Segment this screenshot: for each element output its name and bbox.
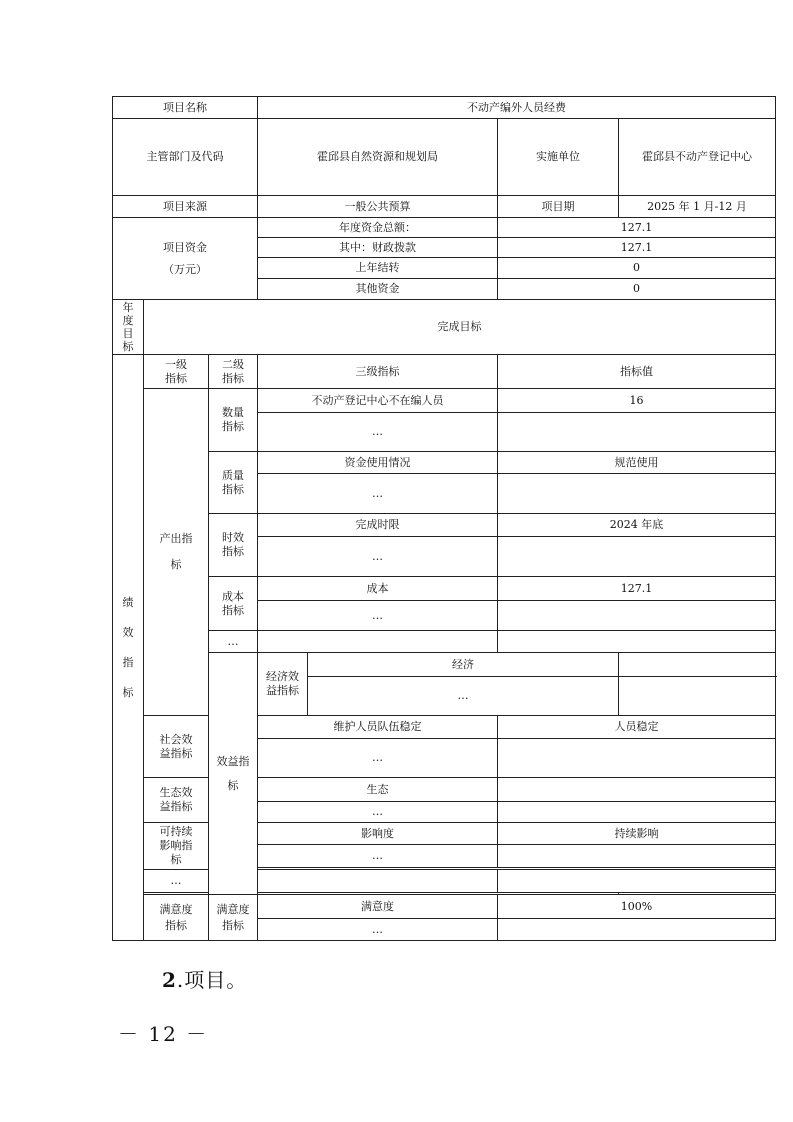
col-header-level1: 一级指标 <box>144 355 209 389</box>
funds-carry-label: 上年结转 <box>258 258 498 279</box>
funds-total-value: 127.1 <box>498 218 776 238</box>
satisfaction-value: 100% <box>498 895 776 919</box>
social-value: 人员稳定 <box>498 716 776 739</box>
funds-label-line2: （万元） <box>163 262 207 276</box>
economic-label: 经济效益指标 <box>258 653 308 716</box>
project-name-value: 不动产编外人员经费 <box>258 97 776 119</box>
satisfaction-ellipsis: … <box>258 919 498 941</box>
benefit-extra-ellipsis: … <box>144 870 209 893</box>
ecological-value <box>498 778 776 802</box>
impl-label: 实施单位 <box>498 119 619 196</box>
page-number: － 12 － <box>118 1022 209 1046</box>
quantity-label: 数量指标 <box>209 389 258 452</box>
social-ellipsis-value <box>498 739 776 778</box>
col-header-level3: 三级指标 <box>258 355 498 389</box>
benefit-label: 效益指标 <box>209 653 258 895</box>
quality-item: 资金使用情况 <box>258 452 498 474</box>
quality-ellipsis: … <box>258 474 498 514</box>
funds-other-value: 0 <box>498 279 776 300</box>
economic-value <box>619 653 776 677</box>
economic-ellipsis-value <box>619 677 776 716</box>
quantity-value: 16 <box>498 389 776 413</box>
dept-value: 霍邱县自然资源和规划局 <box>258 119 498 196</box>
funds-label <box>113 218 258 300</box>
source-value: 一般公共预算 <box>258 196 498 218</box>
timeliness-label: 时效指标 <box>209 514 258 577</box>
satisfaction-ellipsis-value <box>498 919 776 941</box>
benefit-extra-value <box>498 870 776 893</box>
satisfaction-item: 满意度 <box>258 895 498 919</box>
quantity-item: 不动产登记中心不在编人员 <box>258 389 498 413</box>
social-ellipsis: … <box>258 739 498 778</box>
ecological-label: 生态效益指标 <box>144 778 209 823</box>
sustain-ellipsis: … <box>258 845 498 868</box>
source-label: 项目来源 <box>113 196 258 218</box>
sustain-item: 影响度 <box>258 823 498 845</box>
section-heading <box>162 964 247 993</box>
ecological-ellipsis: … <box>258 802 498 823</box>
section-number: 2 <box>162 968 177 992</box>
cost-value: 127.1 <box>498 577 776 601</box>
sustain-value: 持续影响 <box>498 823 776 845</box>
sustain-ellipsis-value <box>498 845 776 868</box>
perf-label-cell <box>113 355 144 941</box>
cost-ellipsis: … <box>258 601 498 631</box>
annual-goal-label <box>113 300 144 355</box>
section-text: .项目。 <box>176 968 248 992</box>
dept-label: 主管部门及代码 <box>113 119 258 196</box>
output-extra-ellipsis: … <box>209 631 258 653</box>
cost-label: 成本指标 <box>209 577 258 631</box>
funds-fiscal-label: 其中：财政拨款 <box>258 238 498 258</box>
social-label: 社会效益指标 <box>144 716 209 778</box>
quality-label: 质量指标 <box>209 452 258 514</box>
social-item: 维护人员队伍稳定 <box>258 716 498 739</box>
impl-value: 霍邱县不动产登记中心 <box>619 119 776 196</box>
perf-label-text: 绩效指标 <box>122 595 134 699</box>
period-value: 2025 年 1 月-12 月 <box>619 196 776 218</box>
economic-ellipsis: … <box>308 677 619 716</box>
benefit-extra-item <box>258 870 498 893</box>
funds-label-line1: 项目资金 <box>163 240 207 254</box>
timeliness-item: 完成时限 <box>258 514 498 537</box>
satisfaction-sub-label: 满意度指标 <box>209 895 258 941</box>
quality-value: 规范使用 <box>498 452 776 474</box>
output-label: 产出指标 <box>144 389 209 716</box>
annual-goal-label-text: 年度目标 <box>122 301 134 353</box>
col-header-level2: 二级指标 <box>209 355 258 389</box>
output-extra-item <box>258 631 498 653</box>
quality-ellipsis-value <box>498 474 776 514</box>
satisfaction-label: 满意度指标 <box>144 895 209 941</box>
ecological-ellipsis-value <box>498 802 776 823</box>
period-label: 项目期 <box>498 196 619 218</box>
funds-other-label: 其他资金 <box>258 279 498 300</box>
annual-goal-text: 完成目标 <box>144 300 776 355</box>
timeliness-value: 2024 年底 <box>498 514 776 537</box>
sustain-label: 可持续影响指标 <box>144 823 209 870</box>
funds-total-label: 年度资金总额： <box>258 218 498 238</box>
funds-fiscal-value: 127.1 <box>498 238 776 258</box>
project-name-label: 项目名称 <box>113 97 258 119</box>
economic-item: 经济 <box>308 653 619 677</box>
cost-ellipsis-value <box>498 601 776 631</box>
col-header-value: 指标值 <box>498 355 776 389</box>
performance-table <box>112 96 776 941</box>
timeliness-ellipsis-value <box>498 537 776 577</box>
timeliness-ellipsis: … <box>258 537 498 577</box>
cost-item: 成本 <box>258 577 498 601</box>
quantity-ellipsis-value <box>498 413 776 452</box>
quantity-ellipsis: … <box>258 413 498 452</box>
ecological-item: 生态 <box>258 778 498 802</box>
output-extra-value <box>498 631 776 653</box>
funds-carry-value: 0 <box>498 258 776 279</box>
